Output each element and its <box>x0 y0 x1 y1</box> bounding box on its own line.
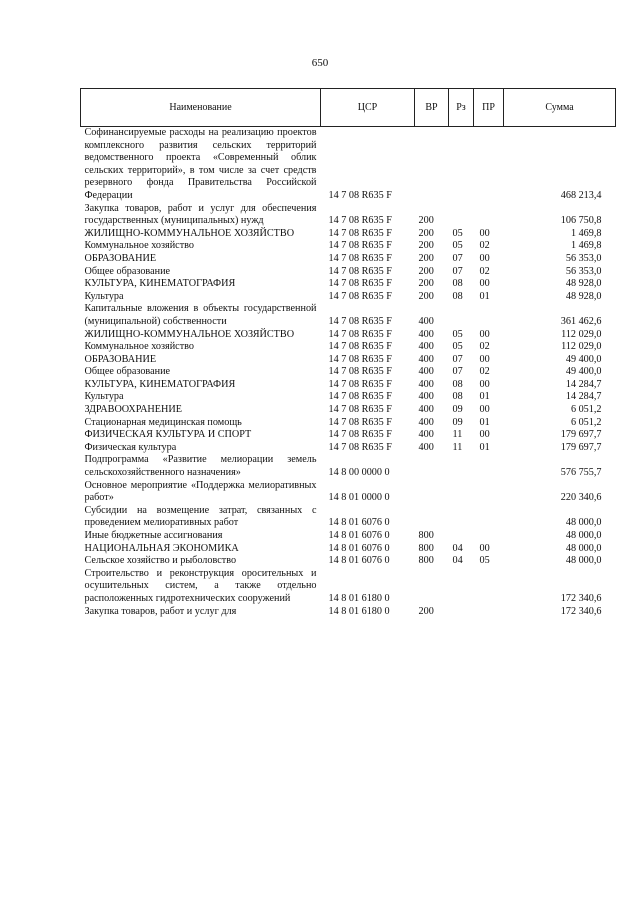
cell-name: ОБРАЗОВАНИЕ <box>84 353 157 365</box>
header-sum: Сумма <box>504 89 616 127</box>
cell-name: ЖИЛИЩНО-КОММУНАЛЬНОЕ ХОЗЯЙСТВО <box>84 328 295 340</box>
cell-rz: 08 <box>452 391 463 403</box>
cell-sum: 220 340,6 <box>560 492 602 504</box>
cell-name: Основное мероприятие «Поддержка мелиоративных работ» <box>84 479 317 504</box>
cell-sum: 179 697,7 <box>560 429 602 441</box>
cell-sum: 48 000,0 <box>565 530 602 541</box>
cell-name: Общее образование <box>84 265 171 277</box>
cell-name: КУЛЬТУРА, КИНЕМАТОГРАФИЯ <box>84 278 236 290</box>
cell-csr: 14 7 08 R635 F <box>328 353 392 365</box>
cell-csr: 14 7 08 R635 F <box>328 252 392 264</box>
cell-sum: 48 000,0 <box>565 542 602 554</box>
table-row <box>81 404 616 417</box>
table-row <box>81 127 616 203</box>
cell-csr: 14 7 08 R635 F <box>328 240 392 252</box>
cell-csr: 14 7 08 R635 F <box>328 290 392 302</box>
table-row <box>81 417 616 430</box>
table-row <box>81 303 616 328</box>
table-row <box>81 391 616 404</box>
cell-sum: 14 284,7 <box>565 391 602 403</box>
cell-pr: 00 <box>479 278 490 290</box>
cell-pr: 00 <box>479 429 490 441</box>
cell-vr: 400 <box>418 404 434 416</box>
table-row <box>81 266 616 279</box>
cell-rz: 08 <box>452 290 463 302</box>
header-vr: ВР <box>415 89 449 127</box>
cell-vr: 400 <box>418 328 434 340</box>
table-row <box>81 555 616 568</box>
cell-csr: 14 7 08 R635 F <box>328 404 392 416</box>
cell-name: ЖИЛИЩНО-КОММУНАЛЬНОЕ ХОЗЯЙСТВО <box>84 227 295 239</box>
cell-name: Общее образование <box>84 366 171 378</box>
cell-rz <box>449 480 474 505</box>
cell-name: Стационарная медицинская помощь <box>84 416 242 428</box>
cell-csr: 14 7 08 R635 F <box>328 215 392 227</box>
cell-pr: 02 <box>479 265 490 277</box>
cell-vr: 800 <box>418 530 434 541</box>
cell-pr <box>474 303 504 328</box>
cell-csr: 14 7 08 R635 F <box>328 429 392 441</box>
cell-name: Культура <box>84 290 124 302</box>
cell-rz <box>449 568 474 606</box>
table-row <box>81 606 616 619</box>
cell-pr: 00 <box>479 252 490 264</box>
cell-rz: 07 <box>452 353 463 365</box>
cell-rz: 05 <box>452 341 463 353</box>
cell-vr: 400 <box>418 416 434 428</box>
table-row <box>81 505 616 530</box>
cell-vr: 800 <box>418 542 434 554</box>
cell-rz: 07 <box>452 265 463 277</box>
table-row <box>81 379 616 392</box>
table-row <box>81 278 616 291</box>
cell-vr: 200 <box>418 215 434 227</box>
table-row <box>81 454 616 479</box>
cell-csr: 14 7 08 R635 F <box>328 315 392 327</box>
cell-pr: 02 <box>479 341 490 353</box>
cell-vr: 200 <box>418 265 434 277</box>
cell-vr: 200 <box>418 240 434 252</box>
cell-rz: 07 <box>452 252 463 264</box>
cell-rz <box>449 505 474 530</box>
cell-name: ОБРАЗОВАНИЕ <box>84 252 157 264</box>
cell-pr <box>474 568 504 606</box>
cell-sum: 14 284,7 <box>565 378 602 390</box>
cell-sum: 48 928,0 <box>565 290 602 302</box>
cell-vr: 400 <box>418 315 434 327</box>
cell-vr: 200 <box>418 252 434 264</box>
cell-name: Коммунальное хозяйство <box>84 341 194 353</box>
cell-pr <box>474 454 504 479</box>
cell-sum: 468 213,4 <box>560 189 602 201</box>
cell-pr: 01 <box>479 391 490 403</box>
cell-sum: 361 462,6 <box>560 315 602 327</box>
cell-pr: 00 <box>479 328 490 340</box>
cell-csr: 14 7 08 R635 F <box>328 265 392 277</box>
cell-vr: 200 <box>418 605 434 617</box>
header-csr: ЦСР <box>321 89 415 127</box>
cell-name: Подпрограмма «Развитие мелиорации земель сельскохозяйственного назначения» <box>84 454 317 479</box>
table-row <box>81 480 616 505</box>
cell-sum: 1 469,8 <box>570 227 602 239</box>
cell-name: Закупка товаров, работ и услуг для <box>84 605 237 617</box>
cell-sum: 172 340,6 <box>560 605 602 617</box>
cell-csr: 14 7 08 R635 F <box>328 378 392 390</box>
cell-pr: 05 <box>479 555 490 567</box>
cell-rz: 05 <box>452 328 463 340</box>
cell-sum: 106 750,8 <box>560 215 602 227</box>
table-row <box>81 530 616 543</box>
cell-vr <box>415 568 449 606</box>
cell-pr <box>474 530 504 543</box>
cell-sum: 112 029,0 <box>561 328 602 340</box>
cell-rz: 09 <box>452 404 463 416</box>
cell-vr: 400 <box>418 441 434 453</box>
cell-vr: 400 <box>418 429 434 441</box>
cell-name: НАЦИОНАЛЬНАЯ ЭКОНОМИКА <box>84 542 239 554</box>
cell-vr: 400 <box>418 366 434 378</box>
table-row <box>81 228 616 241</box>
table-row <box>81 203 616 228</box>
cell-sum: 6 051,2 <box>570 404 602 416</box>
cell-pr <box>474 505 504 530</box>
table-row <box>81 543 616 556</box>
cell-vr <box>415 480 449 505</box>
cell-pr <box>474 480 504 505</box>
cell-csr: 14 7 08 R635 F <box>328 416 392 428</box>
cell-rz <box>449 454 474 479</box>
cell-vr <box>415 505 449 530</box>
cell-rz: 05 <box>452 227 463 239</box>
cell-name: Коммунальное хозяйство <box>84 240 194 252</box>
cell-name: ЗДРАВООХРАНЕНИЕ <box>84 404 182 416</box>
table-row <box>81 329 616 342</box>
cell-csr: 14 8 01 6180 0 <box>328 592 390 604</box>
cell-sum: 1 469,8 <box>570 240 602 252</box>
cell-csr: 14 7 08 R635 F <box>328 278 392 290</box>
cell-rz: 05 <box>452 240 463 252</box>
cell-sum: 48 000,0 <box>565 555 602 567</box>
cell-sum: 48 928,0 <box>565 278 602 290</box>
cell-pr: 01 <box>479 290 490 302</box>
cell-vr <box>415 454 449 479</box>
cell-pr: 02 <box>479 240 490 252</box>
cell-csr: 14 7 08 R635 F <box>328 441 392 453</box>
cell-vr: 400 <box>418 353 434 365</box>
table-row <box>81 366 616 379</box>
cell-rz <box>449 530 474 543</box>
cell-vr: 200 <box>418 227 434 239</box>
cell-name: Софинансируемые расходы на реализацию проектов комплексного развития сельских территорий ведомственного проекта «Современный облик сельских территорий», в том числе за счет средств резервного фонда Правительства Российской Федерации <box>84 127 317 201</box>
cell-vr: 400 <box>418 378 434 390</box>
cell-csr: 14 8 01 6076 0 <box>328 530 390 541</box>
cell-pr: 00 <box>479 353 490 365</box>
table-row <box>81 253 616 266</box>
cell-name: Иные бюджетные ассигнования <box>84 530 223 541</box>
cell-pr: 01 <box>479 416 490 428</box>
table-header <box>81 89 616 127</box>
cell-csr: 14 8 00 0000 0 <box>328 467 390 479</box>
cell-csr: 14 7 08 R635 F <box>328 328 392 340</box>
cell-pr <box>474 127 504 203</box>
table-row <box>81 429 616 442</box>
cell-pr: 00 <box>479 378 490 390</box>
cell-sum: 56 353,0 <box>565 252 602 264</box>
cell-sum: 48 000,0 <box>565 517 602 529</box>
header-name: Наименование <box>81 89 321 127</box>
table-row <box>81 568 616 606</box>
cell-csr: 14 8 01 6076 0 <box>328 517 390 529</box>
cell-rz: 04 <box>452 555 463 567</box>
cell-sum: 179 697,7 <box>560 441 602 453</box>
cell-csr: 14 7 08 R635 F <box>328 341 392 353</box>
cell-vr: 400 <box>418 341 434 353</box>
cell-name: КУЛЬТУРА, КИНЕМАТОГРАФИЯ <box>84 378 236 390</box>
table-row <box>81 354 616 367</box>
cell-name: Строительство и реконструкция оросительных и осушительных систем, а также отдельно расположенных гидротехнических сооружений <box>84 567 317 604</box>
cell-csr: 14 7 08 R635 F <box>328 227 392 239</box>
cell-vr: 200 <box>418 278 434 290</box>
cell-pr <box>474 203 504 228</box>
cell-name: Закупка товаров, работ и услуг для обеспечения государственных (муниципальных) нужд <box>84 202 317 227</box>
budget-table <box>80 88 616 618</box>
cell-rz: 04 <box>452 542 463 554</box>
header-pr: ПР <box>474 89 504 127</box>
cell-csr: 14 7 08 R635 F <box>328 391 392 403</box>
cell-rz: 08 <box>452 278 463 290</box>
cell-name: Культура <box>84 391 124 403</box>
cell-name: Капитальные вложения в объекты государственной (муниципальной) собственности <box>84 303 317 327</box>
cell-sum: 172 340,6 <box>560 592 602 604</box>
cell-rz <box>449 203 474 228</box>
cell-rz <box>449 606 474 619</box>
cell-vr: 800 <box>418 555 434 567</box>
cell-sum: 6 051,2 <box>570 416 602 428</box>
table-row <box>81 240 616 253</box>
cell-name: Физическая культура <box>84 441 177 453</box>
cell-rz: 07 <box>452 366 463 378</box>
cell-rz: 11 <box>452 429 463 441</box>
cell-pr: 00 <box>479 227 490 239</box>
cell-rz <box>449 127 474 203</box>
cell-csr: 14 8 01 6076 0 <box>328 555 390 567</box>
cell-csr: 14 8 01 6076 0 <box>328 542 390 554</box>
cell-pr: 02 <box>479 366 490 378</box>
cell-csr: 14 8 01 6180 0 <box>328 605 390 617</box>
cell-name: Субсидии на возмещение затрат, связанных с проведением мелиоративных работ <box>84 504 317 529</box>
cell-pr: 00 <box>479 404 490 416</box>
cell-sum: 49 400,0 <box>565 366 602 378</box>
cell-pr: 00 <box>479 542 490 554</box>
cell-sum: 56 353,0 <box>565 265 602 277</box>
cell-sum: 49 400,0 <box>565 353 602 365</box>
cell-rz: 09 <box>452 416 463 428</box>
cell-csr: 14 7 08 R635 F <box>328 366 392 378</box>
cell-rz: 11 <box>452 441 463 453</box>
cell-name: ФИЗИЧЕСКАЯ КУЛЬТУРА И СПОРТ <box>84 429 252 441</box>
table-row <box>81 442 616 455</box>
table-body <box>81 127 616 619</box>
cell-csr: 14 8 01 0000 0 <box>328 492 390 504</box>
cell-vr <box>415 127 449 203</box>
header-rz: Рз <box>449 89 474 127</box>
table-row <box>81 341 616 354</box>
page-number: 650 <box>311 57 329 69</box>
cell-vr: 400 <box>418 391 434 403</box>
cell-sum: 576 755,7 <box>560 467 602 479</box>
cell-pr <box>474 606 504 619</box>
cell-pr: 01 <box>479 441 490 453</box>
cell-csr: 14 7 08 R635 F <box>328 189 392 201</box>
cell-rz: 08 <box>452 378 463 390</box>
cell-sum: 112 029,0 <box>561 341 602 353</box>
cell-rz <box>449 303 474 328</box>
table-row <box>81 291 616 304</box>
cell-vr: 200 <box>418 290 434 302</box>
cell-name: Сельское хозяйство и рыболовство <box>84 555 237 567</box>
